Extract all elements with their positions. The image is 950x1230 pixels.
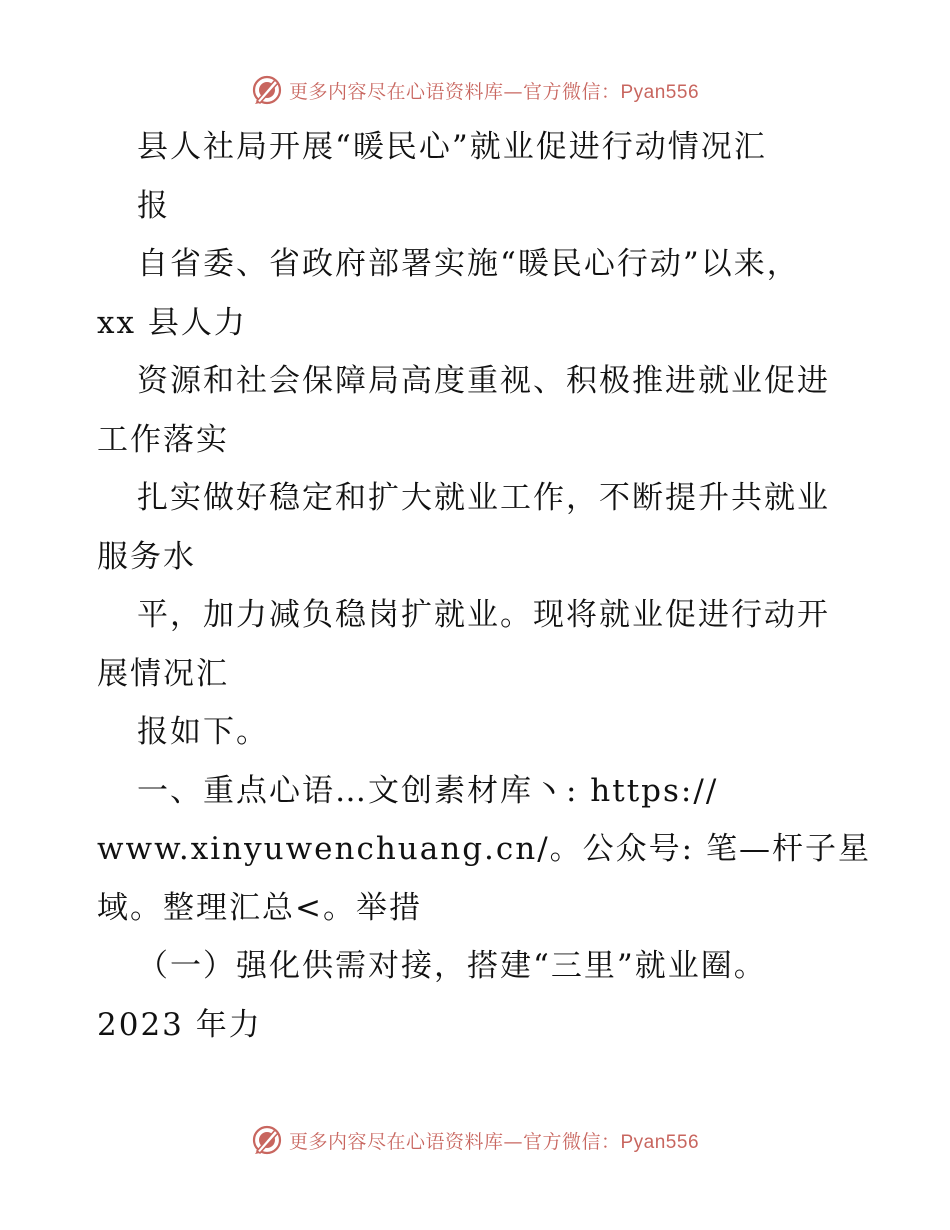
document-line: 资源和社会保障局高度重视、积极推进就业促进 <box>137 363 830 399</box>
document-line: 县人社局开展“暖民心”就业促进行动情况汇 <box>137 129 767 165</box>
document-line: 报 <box>137 187 170 224</box>
header-watermark <box>0 70 950 110</box>
document-line: 服务水 <box>97 538 196 575</box>
pen-logo-icon <box>251 74 283 106</box>
document-line: www.xinyuwenchuang.cn/。公众号: 笔—杆子星 <box>97 831 871 867</box>
document-line: 平，加力减负稳岗扩就业。现将就业促进行动开 <box>137 597 830 633</box>
document-line: 2023 年力 <box>97 1006 262 1043</box>
watermark-text: 更多内容尽在心语资料库—官方微信：Pyan556 <box>288 1130 700 1153</box>
document-line: （一）强化供需对接，搭建“三里”就业圈。 <box>137 948 767 984</box>
document-line: 展情况汇 <box>97 655 229 692</box>
document-line: 自省委、省政府部署实施“暖民心行动”以来， <box>137 246 800 282</box>
document-line: xx 县人力 <box>97 304 247 341</box>
document-line: 扎实做好稳定和扩大就业工作，不断提升共就业 <box>137 480 830 516</box>
document-line: 一、重点心语…文创素材库丶: https:// <box>137 772 719 809</box>
footer-watermark <box>0 1120 950 1160</box>
pen-logo-icon <box>251 1124 283 1156</box>
document-line: 报如下。 <box>137 714 269 750</box>
document-body <box>97 118 871 1054</box>
watermark-text: 更多内容尽在心语资料库—官方微信：Pyan556 <box>288 80 700 103</box>
document-line: 工作落实 <box>97 421 229 458</box>
document-line: 域。整理汇总<。举措 <box>97 889 422 926</box>
